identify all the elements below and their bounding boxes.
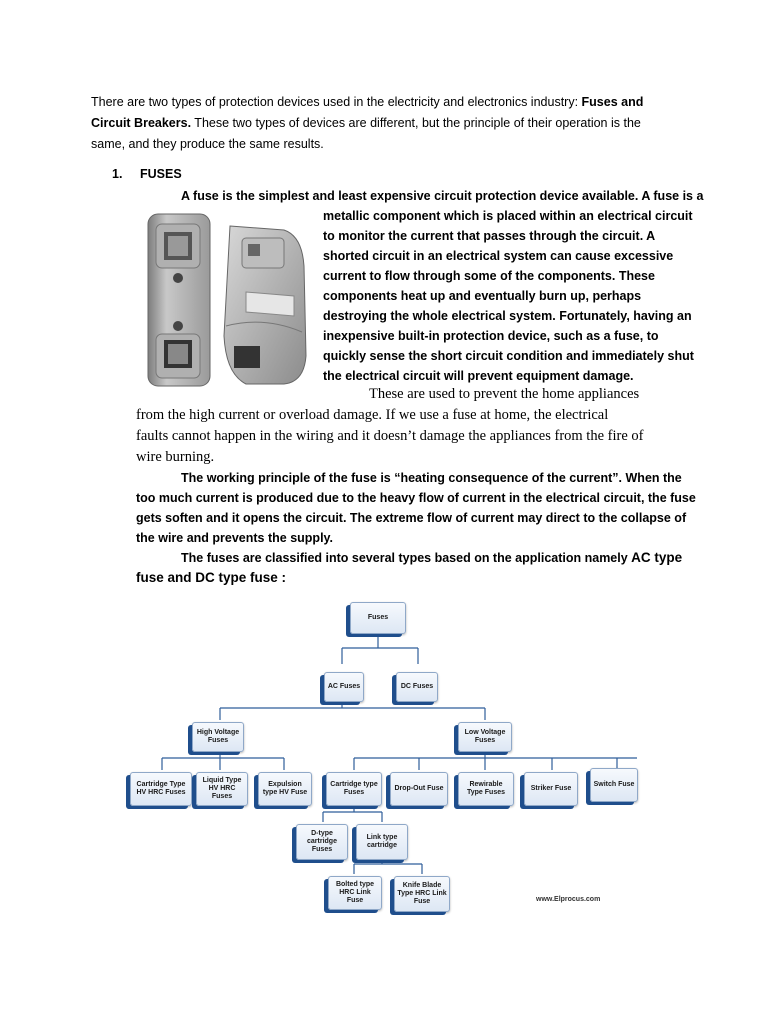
node-high-voltage: High Voltage Fuses bbox=[192, 722, 244, 752]
node-dc-fuses: DC Fuses bbox=[396, 672, 438, 702]
node-low-voltage: Low Voltage Fuses bbox=[458, 722, 512, 752]
intro-bold-1: Fuses and bbox=[581, 95, 644, 109]
fuse-line-5: current to flow through some of the components. These bbox=[323, 269, 655, 283]
fuse-photo bbox=[134, 206, 316, 392]
intro-text-3: same, and they produce the same results. bbox=[91, 137, 324, 151]
intro-text-2: These two types of devices are different, but the principle of their operation is the bbox=[191, 116, 641, 130]
fuse-line-3: to monitor the current that passes through the circuit. A bbox=[323, 229, 656, 243]
fuse-line-6: components heat up and eventually burn up, perhaps bbox=[323, 289, 642, 303]
node-bolted: Bolted type HRC Link Fuse bbox=[328, 876, 382, 910]
node-striker: Striker Fuse bbox=[524, 772, 578, 806]
classify-bold-2: fuse and DC type fuse : bbox=[136, 570, 287, 585]
section-title: FUSES bbox=[140, 167, 182, 181]
fuse-line-2: metallic component which is placed within an electrical circuit bbox=[323, 209, 693, 223]
intro-text-1: There are two types of protection devices used in the electricity and electronics industry: bbox=[91, 95, 582, 109]
fuse-line-4: shorted circuit in an electrical system can cause excessive bbox=[323, 249, 674, 263]
home-line-4: wire burning. bbox=[136, 449, 215, 465]
node-d-type: D-type cartridge Fuses bbox=[296, 824, 348, 860]
node-dropout: Drop-Out Fuse bbox=[390, 772, 448, 806]
principle-line-4: the wire and prevents the supply. bbox=[136, 531, 334, 545]
node-cartridge-lv: Cartridge type Fuses bbox=[326, 772, 382, 806]
node-fuses: Fuses bbox=[350, 602, 406, 634]
node-liquid-hv: Liquid Type HV HRC Fuses bbox=[196, 772, 248, 806]
node-cartridge-hv: Cartridge Type HV HRC Fuses bbox=[130, 772, 192, 806]
fuse-classification-diagram bbox=[120, 592, 640, 918]
fuse-line-8: inexpensive built-in protection device, such as a fuse, to bbox=[323, 329, 659, 343]
node-switch: Switch Fuse bbox=[590, 768, 638, 802]
fuse-line-1: A fuse is the simplest and least expensive circuit protection device available. A fuse is a bbox=[181, 189, 704, 203]
node-rewirable: Rewirable Type Fuses bbox=[458, 772, 514, 806]
principle-line-1: The working principle of the fuse is “heating consequence of the current”. When the bbox=[181, 471, 682, 485]
principle-line-3: gets soften and it opens the circuit. The extreme flow of current may direct to the collapse of bbox=[136, 511, 687, 525]
elprocus-watermark: www.Elprocus.com bbox=[536, 896, 601, 903]
node-link-type: Link type cartridge bbox=[356, 824, 408, 860]
fuse-line-9: quickly sense the short circuit condition and immediately shut bbox=[323, 349, 694, 363]
intro-bold-2: Circuit Breakers. bbox=[91, 116, 192, 130]
section-number: 1. bbox=[112, 167, 123, 181]
node-expulsion-hv: Expulsion type HV Fuse bbox=[258, 772, 312, 806]
principle-line-2: too much current is produced due to the heavy flow of current in the electrical circuit, the fuse bbox=[136, 491, 696, 505]
fuse-line-10: the electrical circuit will prevent equipment damage. bbox=[323, 369, 634, 383]
home-line-3: faults cannot happen in the wiring and it doesn’t damage the appliances from the fire of bbox=[136, 428, 644, 444]
diagram-connectors bbox=[120, 592, 640, 918]
node-ac-fuses: AC Fuses bbox=[324, 672, 364, 702]
fuse-line-7: destroying the whole electrical system. Fortunately, having an bbox=[323, 309, 692, 323]
node-knife-blade: Knife Blade Type HRC Link Fuse bbox=[394, 876, 450, 912]
classify-text: The fuses are classified into several types based on the application namely bbox=[181, 551, 632, 565]
home-line-1: These are used to prevent the home appliances bbox=[369, 386, 640, 402]
classify-bold-1: AC type bbox=[631, 550, 683, 565]
home-line-2: from the high current or overload damage. If we use a fuse at home, the electrical bbox=[136, 407, 609, 423]
section-heading bbox=[112, 164, 182, 184]
